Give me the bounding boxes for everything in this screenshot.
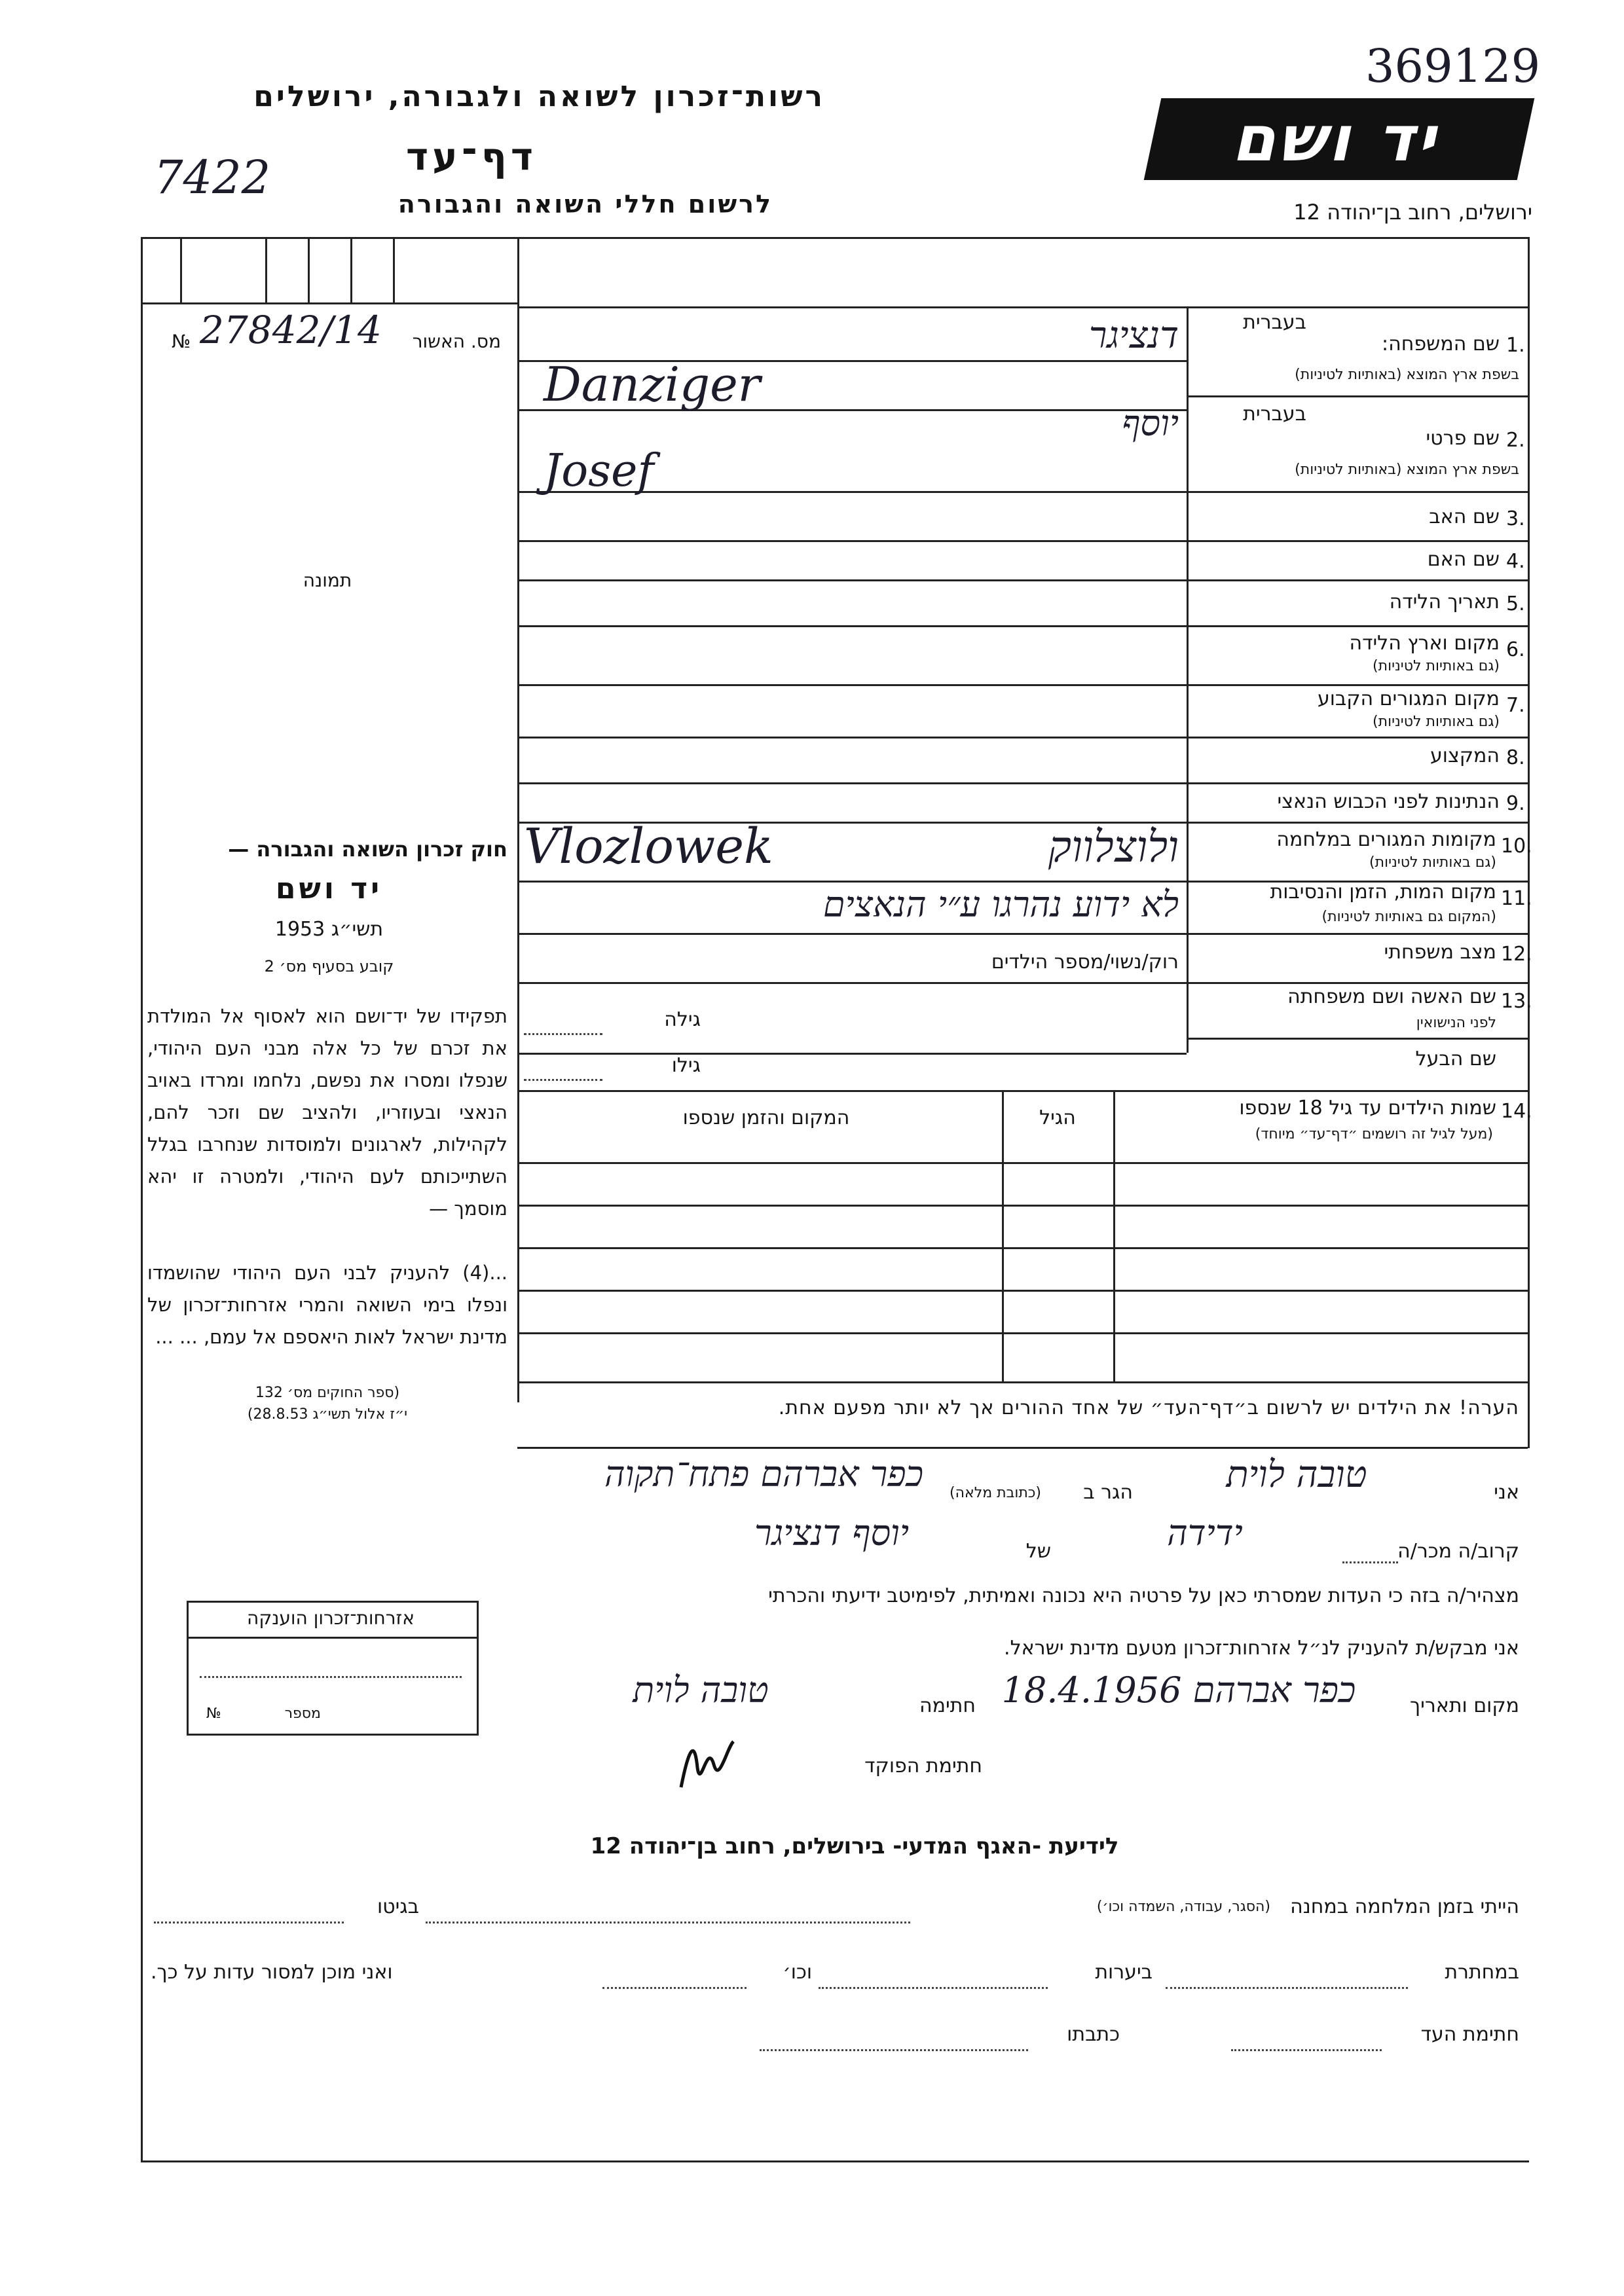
official-signature-scribble [668, 1728, 747, 1800]
field-7-label: מקום המגורים הקבוע [1317, 687, 1500, 710]
of-label: של [1025, 1540, 1051, 1563]
field-13-number: 13. [1501, 990, 1532, 1013]
field-1-number: 1. [1506, 334, 1525, 357]
law-source-date: י״ז אלול תשי״ג 28.8.53) [247, 1406, 408, 1423]
field-9-label: הנתינות לפני הכבוש הנאצי [1277, 790, 1500, 813]
stamp-number: 369129 [1365, 39, 1541, 93]
field-1-hebrew-tag: בעברית [1243, 311, 1306, 334]
field-8-label: המקצוע [1430, 744, 1500, 767]
law-text-clause-4: ...(4) להעניק לבני העם היהודי שהושמדו ונפלו בימי השואה והמרי אזרחות־זכרון של מדינת ישראל לאות היאספם אל עמם, ... ... [147, 1262, 507, 1348]
registry-number: 27842/14 [200, 308, 382, 352]
field-10-number: 10. [1501, 835, 1532, 858]
husband-label: שם הבעל [1415, 1048, 1496, 1070]
law-title: חוק זכרון השואה והגבורה — [228, 837, 507, 862]
footer-address-label: כתבתו [1067, 2023, 1120, 2046]
field-11-label: מקום המות, הזמן והנסיבות [1270, 881, 1496, 903]
field-14-number: 14. [1501, 1100, 1532, 1123]
declarant-label: אני [1494, 1481, 1519, 1504]
children-note: הערה! את הילדים יש לרשום ב״דף־העד״ של אחד ההורים אך לא יותר מפעם אחת. [778, 1396, 1519, 1419]
declarant-name: טובה לוית [1226, 1453, 1367, 1496]
footer-line2-ready: ואני מוכן למסור עדות על כך. [151, 1961, 393, 1984]
law-name: יד ושם [275, 872, 383, 905]
field-10-value-hebrew: ולוצלווק [1048, 822, 1179, 872]
field-7-number: 7. [1506, 694, 1525, 717]
field-2-sub: בשפת ארץ המוצא (באותיות לטיניות) [1295, 462, 1519, 478]
field-3-number: 3. [1506, 507, 1525, 530]
field-13-label: שם האשה ושם משפחתה [1287, 985, 1496, 1008]
declarant-signature: טובה לוית [633, 1669, 769, 1711]
children-place-header: המקום והזמן שנספו [682, 1106, 850, 1129]
field-2-value-hebrew: יוסף [1122, 403, 1179, 444]
law-clause: קובע בסעיף מס׳ 2 [264, 957, 394, 975]
field-13-sub: לפני הנישואין [1416, 1015, 1496, 1031]
deceased-name: יוסף דנציגר [754, 1512, 910, 1554]
place-date-value: כפר אברהם 18.4.1956 [1001, 1669, 1356, 1711]
field-12-label: מצב משפחתי [1384, 941, 1496, 964]
law-source: (ספר החוקים מס׳ 132 [255, 1385, 400, 1401]
field-8-number: 8. [1506, 746, 1525, 769]
children-age-header: הגיל [1039, 1106, 1076, 1129]
citizenship-number-label: מספר [284, 1705, 321, 1722]
field-11-number: 11. [1501, 887, 1532, 910]
field-7-sub: (גם באותיות לטיניות) [1373, 714, 1500, 730]
footer-line1-ghetto: בגיטו [377, 1895, 419, 1918]
law-year: תשי״ג 1953 [274, 918, 384, 941]
document-title: דף־עד [405, 134, 538, 179]
citizenship-box-title: אזרחות־זכרון הוענקה [247, 1607, 415, 1629]
field-14-label: שמות הילדים עד גיל 18 שנספו [1239, 1097, 1496, 1120]
footer-line2-underground: במחתרת [1445, 1961, 1519, 1984]
field-4-label: שם האם [1427, 548, 1500, 571]
field-13-extra: גילה [664, 1008, 701, 1031]
header-address: ירושלים, רחוב בן־יהודה 12 [1293, 200, 1532, 225]
field-12-number: 12. [1501, 943, 1532, 966]
address-hint: (כתובת מלאה) [950, 1485, 1041, 1501]
field-2-number: 2. [1506, 429, 1525, 452]
relative-value: ידידה [1167, 1512, 1243, 1554]
footer-line1-camp: הייתי בזמן המלחמה במחנה [1290, 1895, 1519, 1918]
field-6-sub: (גם באותיות לטיניות) [1373, 658, 1500, 674]
field-4-number: 4. [1506, 550, 1525, 573]
field-1-value-latin: Danziger [544, 357, 761, 412]
declaration-request: אני מבקש/ת להעניק לנ״ל אזרחות־זכרון מטעם מדינת ישראל. [1004, 1637, 1519, 1660]
field-10-label: מקומות המגורים במלחמה [1276, 828, 1496, 851]
law-text: תפקידו של יד־ושם הוא לאסוף אל המולדת את זכרם של כל אלה מבני העם היהודי, שנפלו ומסרו את נפשם, נלחמו ומרדו באויב הנאצי ובעוזריו, ולהציב שם וזכר להם, לקהילות, לארגונים ולמוסדות שנחרבו בגלל השתייכותם לעם היהודי, ולמטרה זו יהא מוסמך — [147, 1005, 507, 1220]
declaration-statement: מצהיר/ה בזה כי העדות שמסרתי כאן על פרטיה היא נכונה ואמיתית, לפימיטב ידיעתי והכרתי [768, 1584, 1519, 1607]
field-12-extra: רוק/נשוי/מספר הילדים [991, 951, 1179, 974]
resides-label: הגר ב [1083, 1481, 1133, 1504]
official-signature-label: חתימת הפוקד [864, 1755, 982, 1777]
authority-name: רשות־זכרון לשואה ולגבורה, ירושלים [253, 80, 825, 113]
footer-heading: לידיעת -האגף המדעי- בירושלים, רחוב בן־יהודה 12 [590, 1833, 1119, 1859]
field-10-value-latin: Vlozlowek [524, 818, 773, 875]
field-1-sub: בשפת ארץ המוצא (באותיות לטיניות) [1295, 367, 1519, 383]
field-6-number: 6. [1506, 638, 1525, 661]
citizenship-no-mark: № [206, 1705, 221, 1722]
field-9-number: 9. [1506, 792, 1525, 815]
photo-label: תמונה [303, 570, 352, 591]
place-date-label: מקום ותאריך [1410, 1694, 1519, 1717]
field-1-value-hebrew: דנציגר [1088, 314, 1179, 357]
footer-line1-types: (הסגר, עבודה, השמדה וכו׳) [1096, 1899, 1270, 1915]
field-10-sub: (גם באותיות לטיניות) [1369, 854, 1496, 871]
signature-label: חתימה [919, 1694, 976, 1717]
field-2-label: שם פרטי [1426, 427, 1500, 450]
declarant-address: כפר אברהם פתח־תקוה [604, 1453, 923, 1495]
yad-vashem-logo: יד ושם [1144, 98, 1535, 180]
field-11-sub: (המקום גם באותיות לטיניות) [1321, 909, 1496, 925]
footer-line2-etc: וכו׳ [783, 1961, 812, 1984]
field-5-label: תאריך הלידה [1389, 591, 1500, 613]
registry-no-mark: № [172, 331, 191, 352]
field-14-sub: (מעל לגיל זה רושמים ״דף־עד״ מיוחד) [1255, 1126, 1493, 1142]
field-2-hebrew-tag: בעברית [1243, 403, 1306, 426]
relative-label: קרוב/ה מכר/ה [1397, 1540, 1519, 1563]
registry-label: מס. האשור [412, 331, 501, 352]
field-11-value: לא ידוע נהרגו ע״י הנאצים [822, 884, 1179, 925]
field-1-label: שם המשפחה: [1382, 333, 1500, 355]
field-2-value-latin: Josef [544, 445, 654, 497]
field-5-number: 5. [1506, 592, 1525, 615]
footer-line2-forests: ביערות [1095, 1961, 1153, 1984]
field-3-label: שם האב [1429, 505, 1500, 528]
footer-witness-signature: חתימת העד [1420, 2023, 1519, 2046]
document-subtitle: לרשום חללי השואה והגבורה [397, 190, 773, 219]
husband-extra: גילו [671, 1054, 701, 1077]
handwritten-number: 7422 [154, 151, 271, 204]
field-6-label: מקום וארץ הלידה [1349, 632, 1500, 655]
